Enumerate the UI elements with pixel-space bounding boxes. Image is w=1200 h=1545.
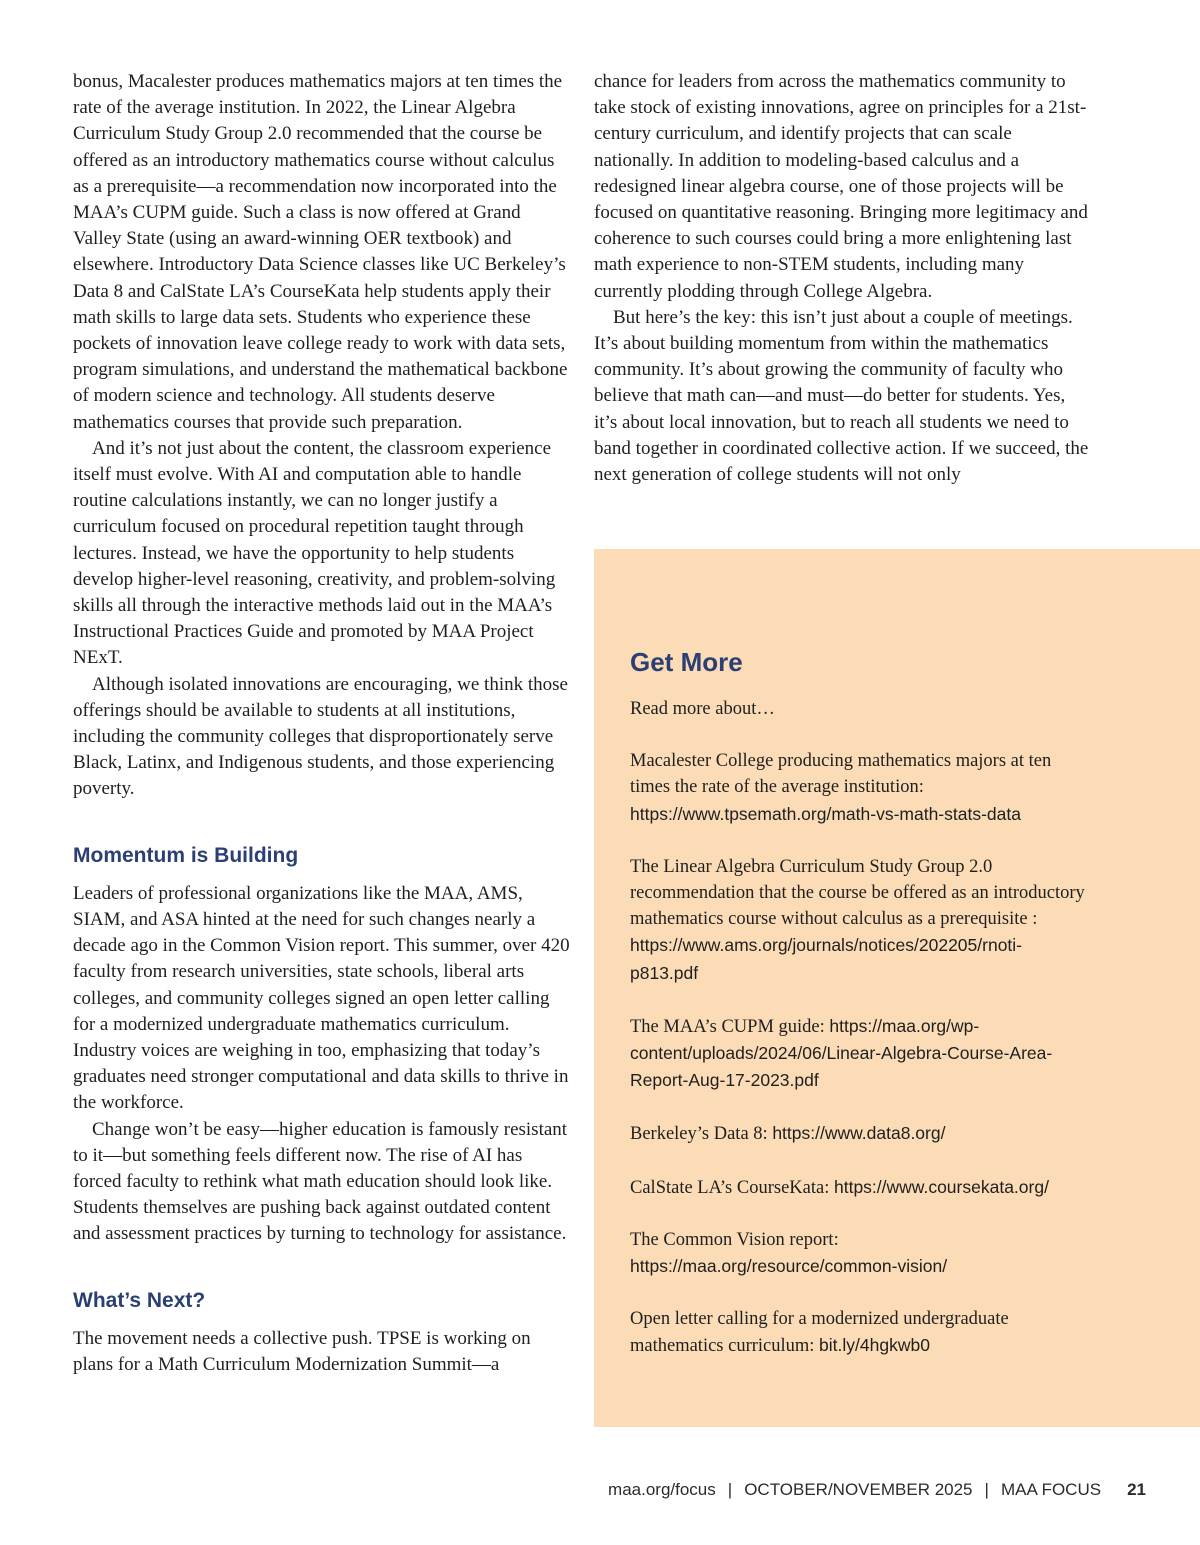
resource-link[interactable]: https://www.ams.org/journals/notices/202205/rnoti-p813.pdf <box>630 935 1022 983</box>
resource-link[interactable]: https://maa.org/wp-content/uploads/2024/06/Linear-Algebra-Course-Area-Report-Aug-17-2023.pdf <box>630 1015 1053 1091</box>
sidebar-resource-item <box>630 1120 1090 1147</box>
sidebar-resource-item <box>630 748 1090 828</box>
body-paragraph: bonus, Macalester produces mathematics majors at ten times the rate of the average institution. In 2022, the Linear Algebra Curriculum Study Group 2.0 recommended that the course be offered as an introductory mathematics course without calculus as a prerequisite—a recommendation now incorporated into the MAA’s CUPM guide. Such a class is now offered at Grand Valley State (using an award-winning OER textbook) and elsewhere. Introductory Data Science classes like UC Berkeley’s Data 8 and CalState LA’s CourseKata help students apply their math skills to large data sets. Students who experience these pockets of innovation leave college ready to work with data sets, program simulations, and understand the mathematical backbone of modern science and technology. All students deserve mathematics courses that provide such preparation. <box>73 71 568 433</box>
resource-description: CalState LA’s CourseKata: <box>630 1177 834 1198</box>
section-heading-momentum: Momentum is Building <box>73 843 299 867</box>
sidebar-resource-item <box>630 854 1090 987</box>
sidebar-resource-item <box>630 1174 1090 1201</box>
footer-separator: | <box>984 1480 989 1499</box>
page-footer <box>608 1480 1146 1506</box>
resource-link[interactable]: https://maa.org/resource/common-vision/ <box>630 1256 948 1277</box>
sidebar-intro: Read more about… <box>630 699 775 719</box>
resource-link[interactable]: https://www.data8.org/ <box>772 1123 946 1144</box>
body-paragraph: Change won’t be easy—higher education is famously resistant to it—but something feels different now. The rise of AI has forced faculty to rethink what math education should look like. Students themselves are pushing back against outdated content and assessment practices by turning to technology for assistance. <box>73 1118 568 1245</box>
body-paragraph: The movement needs a collective push. TPSE is working on plans for a Math Curriculum Modernization Summit—a <box>73 1327 531 1375</box>
body-paragraph: But here’s the key: this isn’t just about a couple of meetings. It’s about building momentum from within the mathematics community. It’s about growing the community of faculty who believe that math can—and must—do better for students. Yes, it’s about local innovation, but to reach all students we need to band together in coordinated collective action. If we succeed, the next generation of college students will not only <box>594 306 1089 486</box>
sidebar-title: Get More <box>630 647 743 677</box>
footer-issue: OCTOBER/NOVEMBER 2025 <box>744 1480 973 1499</box>
body-paragraph: And it’s not just about the content, the classroom experience itself must evolve. With AI and computation able to handle routine calculations instantly, we can no longer justify a curriculum focused on procedural repetition taught through lectures. Instead, we have the opportunity to help students develop higher-level reasoning, creativity, and problem-solving skills all through the interactive methods laid out in the MAA’s Instructional Practices Guide and promoted by MAA Project NExT. <box>73 437 556 669</box>
resource-link[interactable]: https://www.tpsemath.org/math-vs-math-stats-data <box>630 803 1021 824</box>
sidebar-resource-list <box>630 748 1090 1359</box>
page-number: 21 <box>1127 1480 1146 1499</box>
left-column <box>73 69 571 1378</box>
resource-link[interactable]: bit.ly/4hgkwb0 <box>819 1335 930 1356</box>
body-paragraph: Although isolated innovations are encouraging, we think those offerings should be available to students at all institutions, including the community colleges that disproportionately serve Black, Latinx, and Indigenous students, and those experiencing poverty. <box>73 673 568 800</box>
sidebar-resource-item <box>630 1306 1090 1359</box>
body-paragraph: chance for leaders from across the mathematics community to take stock of existing innovations, agree on principles for a 21st-century curriculum, and identify projects that can scale nationally. In addition to modeling-based calculus and a redesigned linear algebra course, one of those projects will be focused on quantitative reasoning. Bringing more legitimacy and coherence to such courses could bring a more enlightening last math experience to non-STEM students, including many currently plodding through College Algebra. <box>594 71 1088 302</box>
resource-description: The Common Vision report: <box>630 1229 839 1250</box>
get-more-sidebar <box>594 549 1200 1427</box>
resource-description: The Linear Algebra Curriculum Study Group 2.0 recommendation that the course be offered as an introductory mathematics course without calculus as a prerequisite : <box>630 856 1085 930</box>
resource-description: Berkeley’s Data 8: <box>630 1124 773 1145</box>
footer-site: maa.org/focus <box>608 1480 716 1499</box>
resource-description: Macalester College producing mathematics majors at ten times the rate of the average institution: <box>630 751 1052 798</box>
section-heading-whats-next: What’s Next? <box>73 1288 206 1312</box>
sidebar-resource-item <box>630 1227 1090 1280</box>
resource-link[interactable]: https://www.coursekata.org/ <box>833 1176 1049 1197</box>
resource-description: Open letter calling for a modernized undergraduate mathematics curriculum: <box>630 1309 1009 1357</box>
body-paragraph: Leaders of professional organizations like the MAA, AMS, SIAM, and ASA hinted at the need for such changes nearly a decade ago in the Common Vision report. This summer, over 420 faculty from research universities, state schools, liberal arts colleges, and community colleges signed an open letter calling for a modernized undergraduate mathematics curriculum. Industry voices are weighing in too, emphasizing that today’s graduates need stronger computational and data skills to thrive in the workforce. <box>73 882 570 1114</box>
right-column <box>594 69 1090 488</box>
footer-publication: MAA FOCUS <box>1000 1480 1102 1499</box>
footer-separator: | <box>727 1480 733 1499</box>
resource-description: The MAA’s CUPM guide: <box>630 1016 830 1037</box>
sidebar-resource-item <box>630 1013 1090 1095</box>
